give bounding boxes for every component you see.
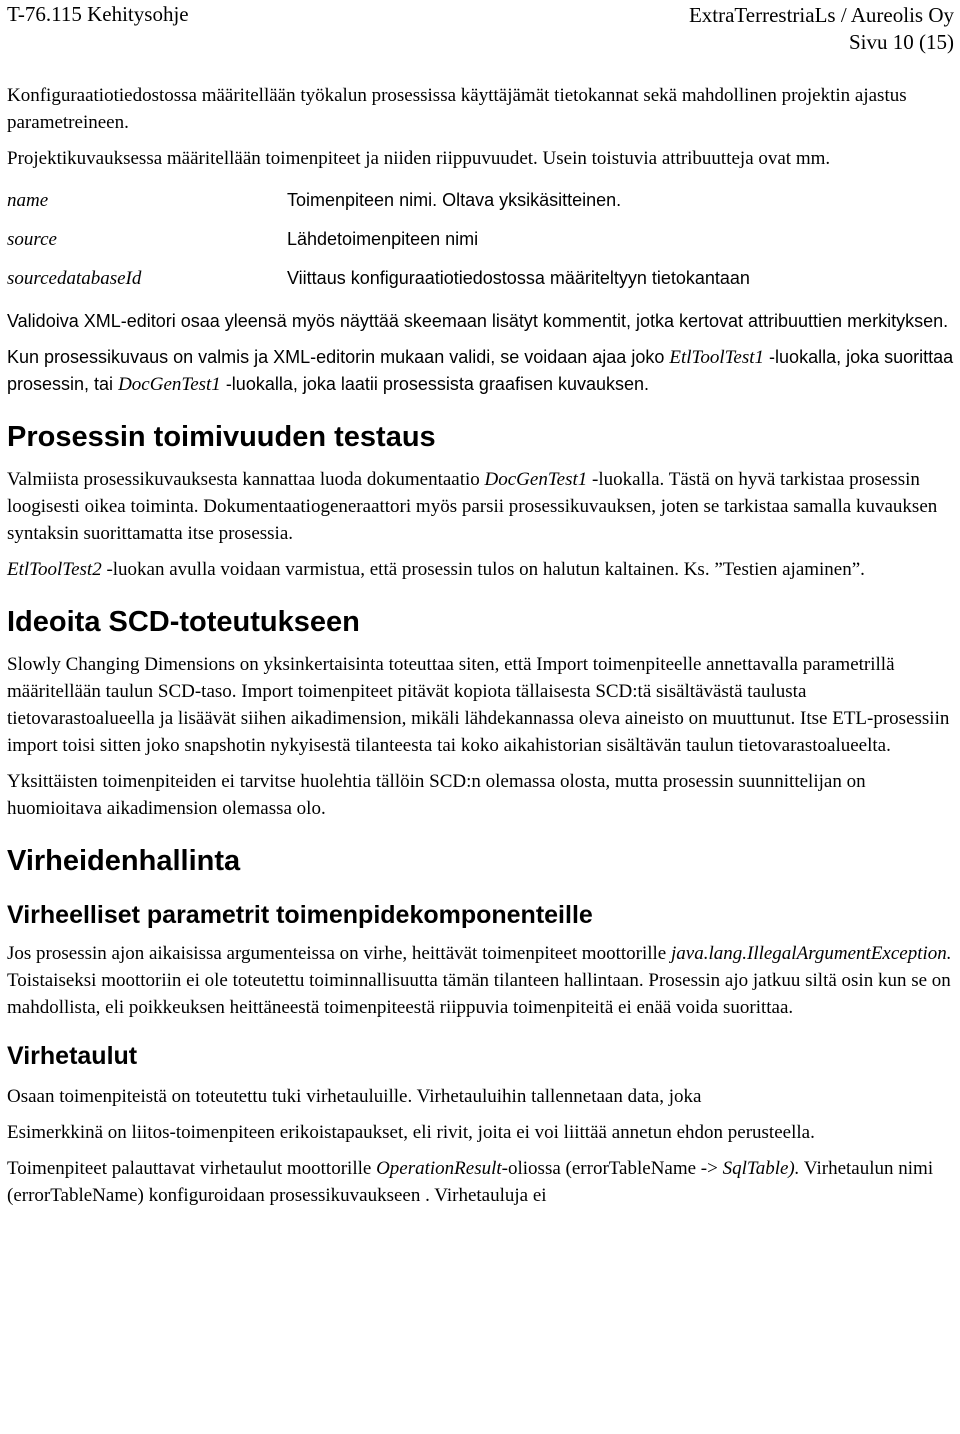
- error-tables-paragraph-2: Esimerkkinä on liitos-toimenpiteen erikoistapaukset, eli rivit, joita ei voi liittää annetun ehdon perusteella.: [7, 1122, 815, 1143]
- docgen-class-name: DocGenTest1: [484, 469, 588, 490]
- run-text-a: Kun prosessikuvaus on valmis ja XML-editorin mukaan validi, se voidaan ajaa joko: [7, 347, 670, 367]
- header-company-page: [689, 2, 954, 56]
- attribute-desc: Viittaus konfiguraatiotiedostossa määriteltyyn tietokantaan: [287, 268, 750, 288]
- header-page-number: Sivu 10 (15): [849, 30, 954, 54]
- testing-text-a: Valmiista prosessikuvauksesta kannattaa luoda dokumentaatio: [7, 469, 485, 490]
- invalid-params-text-b: Toistaiseksi moottoriin ei ole toteutettu toiminnallisuutta tämän tilanteen hallintaan. Prosessin ajo jatkuu siltä osin kun se on mahdollista, eli poikkeuksen heittäneestä toimenpiteestä riippuvia toimenpiteitä ei enää voida suorittaa.: [7, 970, 951, 1018]
- header-course: T-76.115 Kehitysohje: [7, 2, 189, 26]
- invalid-params-paragraph: [7, 940, 955, 1021]
- testing-text-b: -luokalla. Tästä on hyvä tarkistaa prosessin loogisesti oikea toiminta. Dokumentaatiogeneraattori myös parsii prosessikuvauksen, joten se tarkistaa samalla kuvauksen syntaksin suorittamatta itse prosessia.: [7, 469, 938, 544]
- heading-scd: Ideoita SCD-toteutukseen: [7, 606, 360, 638]
- testing-text-c: -luokan avulla voidaan varmistua, että prosessin tulos on halutun kaltainen. Ks. ”Testien ajaminen”.: [101, 559, 865, 580]
- attribute-term: sourcedatabaseId: [7, 267, 142, 289]
- testing-paragraph-2: [7, 556, 955, 583]
- attribute-desc: Lähdetoimenpiteen nimi: [287, 229, 479, 249]
- exception-name: java.lang.IllegalArgumentException.: [671, 943, 952, 964]
- scd-paragraph-2: Yksittäisten toimenpiteiden ei tarvitse huolehtia tällöin SCD:n olemassa olosta, mutta prosessin suunnittelijan on huomioitava aikadimension olemassa olo.: [7, 771, 866, 819]
- error-tables-text-c: Virhetaulun nimi (errorTableName) konfiguroidaan prosessikuvaukseen . Virhetauluja ei: [7, 1158, 934, 1206]
- error-tables-paragraph-3: [7, 1155, 955, 1209]
- attribute-term: name: [7, 189, 49, 211]
- subheading-error-tables: Virhetaulut: [7, 1042, 138, 1070]
- etl-class-name: EtlToolTest1: [669, 347, 765, 368]
- testing-paragraph-1: [7, 466, 955, 547]
- run-paragraph: [7, 344, 955, 398]
- error-tables-text-b: -oliossa (errorTableName ->: [501, 1158, 723, 1179]
- attribute-row: [7, 181, 955, 220]
- subheading-invalid-params: Virheelliset parametrit toimenpidekomponenteille: [7, 901, 593, 929]
- error-tables-paragraph-1: Osaan toimenpiteistä on toteutettu tuki virhetauluille. Virhetauluihin tallennetaan data, joka: [7, 1086, 702, 1107]
- validation-paragraph: Validoiva XML-editori osaa yleensä myös näyttää skeemaan lisätyt kommentit, jotka kertovat attribuuttien merkityksen.: [7, 311, 949, 331]
- attribute-desc: Toimenpiteen nimi. Oltava yksikäsitteinen.: [287, 190, 622, 210]
- sqltable-name: SqlTable).: [722, 1158, 800, 1179]
- invalid-params-text-a: Jos prosessin ajon aikaisissa argumenteissa on virhe, heittävät toimenpiteet moottorille: [7, 943, 671, 964]
- error-tables-text-a: Toimenpiteet palauttavat virhetaulut moottorille: [7, 1158, 377, 1179]
- intro-paragraph-1: Konfiguraatiotiedostossa määritellään työkalun prosessissa käyttäjämät tietokannat sekä mahdollinen projektin ajastus parametreineen.: [7, 85, 907, 133]
- document-body: [7, 82, 955, 1209]
- attribute-term: source: [7, 228, 57, 250]
- run-text-b: -luokalla, joka suorittaa prosessin, tai: [7, 347, 954, 394]
- attribute-row: [7, 220, 955, 259]
- etl-class-name: EtlToolTest2: [7, 559, 102, 580]
- intro-paragraph-2: Projektikuvauksessa määritellään toimenpiteet ja niiden riippuvuudet. Usein toistuvia attribuutteja ovat mm.: [7, 148, 831, 169]
- docgen-class-name: DocGenTest1: [118, 374, 221, 395]
- header-company: ExtraTerrestriaLs / Aureolis Oy: [688, 3, 954, 27]
- heading-errors: Virheidenhallinta: [7, 845, 241, 877]
- operation-result-name: OperationResult: [376, 1158, 502, 1179]
- attribute-list: [7, 181, 955, 298]
- attribute-row: [7, 259, 955, 298]
- heading-testing: Prosessin toimivuuden testaus: [7, 421, 436, 453]
- scd-paragraph-1: Slowly Changing Dimensions on yksinkertaisinta toteuttaa siten, että Import toimenpiteelle annettavalla parametrillä määritellään taulun SCD-taso. Import toimenpiteet pitävät kopiota tällaisesta SCD:tä sisältävästä taulusta tietovarastoalueella ja lisäävät siihen aikadimension, mikäli lähdekannassa oleva aineisto on muuttunut. Itse ETL-prosessiin import toisi sitten joko snapshotin nykyisestä tilanteesta tai koko aikahistorian sisältävän taulun tietovarastoalueelta.: [7, 654, 950, 756]
- run-text-c: -luokalla, joka laatii prosessista graafisen kuvauksen.: [220, 374, 650, 394]
